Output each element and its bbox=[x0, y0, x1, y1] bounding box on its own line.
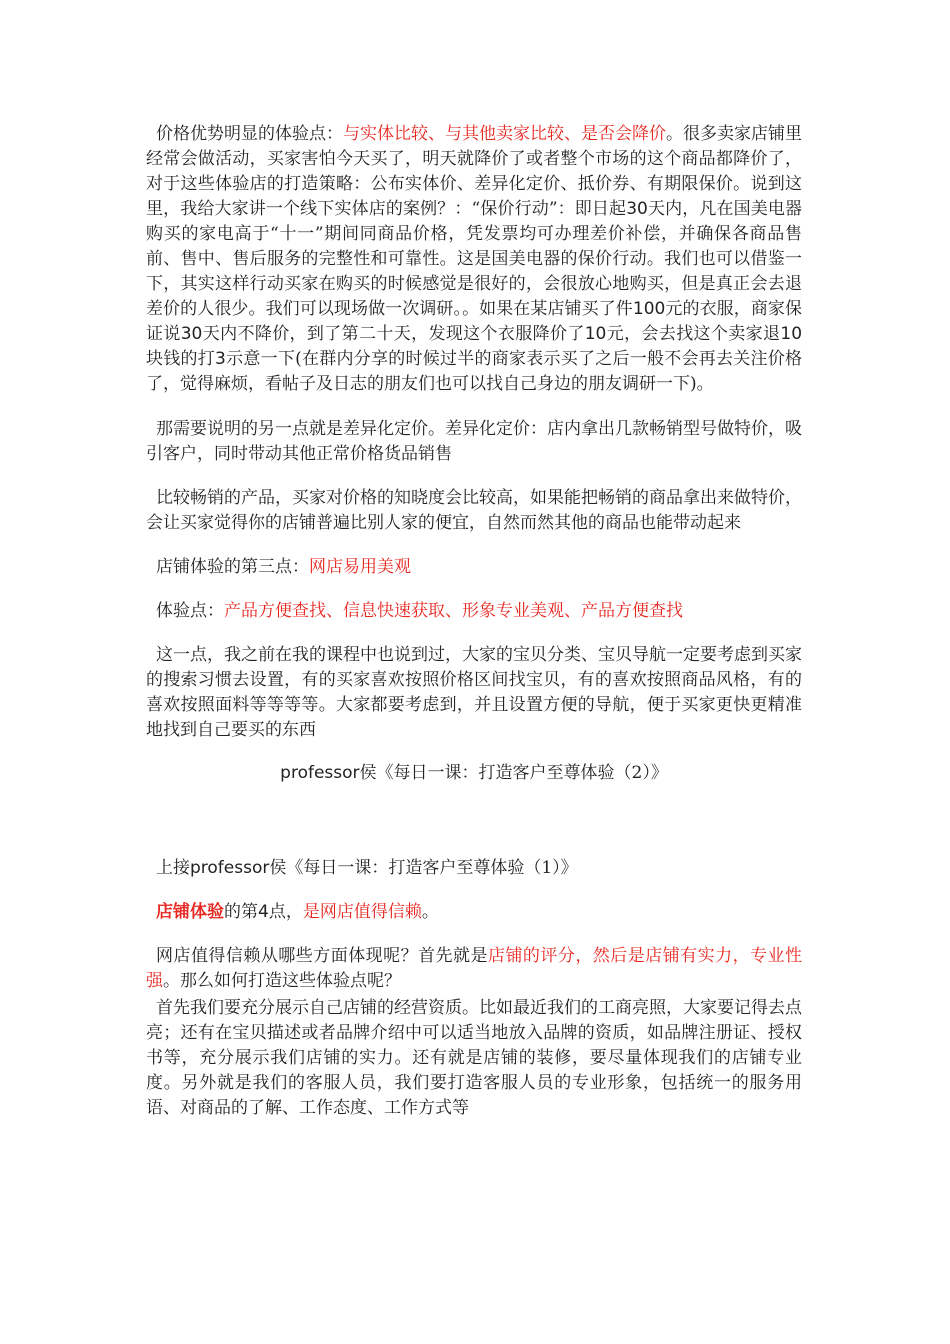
text: 块钱的打 bbox=[146, 349, 216, 369]
text: 侯《每日一课：打造客户至尊体验（1）》 bbox=[269, 858, 578, 878]
latin-text: professor bbox=[190, 858, 270, 878]
section-title bbox=[146, 761, 802, 786]
text: 体验点： bbox=[156, 601, 224, 621]
text: 。很多卖家店铺里经常会做活动，买家害怕今天买了，明天就降价了或者整个市场的这个商品都降价了，对于这些体验店的打造策略：公布实体价、差异化定价、抵价券、有期限保价。说到这里，我给大家讲一个线下实体店的案例？：“保价行动”：即日起 bbox=[146, 124, 802, 219]
paragraph-continued-from bbox=[146, 856, 802, 881]
highlight-text: 产品方便查找、信息快速获取、形象专业美观、产品方便查找 bbox=[224, 601, 683, 621]
text: 店铺体验的第三点： bbox=[156, 557, 309, 577]
paragraph-qualifications: 首先我们要充分展示自己店铺的经营资质。比如最近我们的工商亮照，大家要记得去点亮；还有在宝贝描述或者品牌介绍中可以适当地放入品牌的资质，如品牌注册证、授权书等，充分展示我们店铺的实力。还有就是店铺的装修，要尽量体现我们的店铺专业度。另外就是我们的客服人员，我们要打造客服人员的专业形象，包括统一的服务用语、对商品的了解、工作态度、工作方式等 bbox=[146, 998, 802, 1118]
paragraph-fourth-point bbox=[146, 900, 802, 925]
text: 。 bbox=[421, 902, 439, 922]
text: 示意一下(在群内分享的时候过半的商家表示买了之后一般不会再去关注价格了，觉得麻烦，看帖子及日志的朋友们也可以找自己身边的朋友调研一下)。 bbox=[146, 349, 803, 394]
number: 10 bbox=[584, 324, 607, 344]
text: 上接 bbox=[156, 858, 190, 878]
highlight-text: 店铺的评分，然后是店铺有实力，专业性强 bbox=[146, 946, 803, 991]
paragraph-trustworthy bbox=[146, 944, 802, 994]
text: 。那么如何打造这些体验点呢？ bbox=[163, 971, 401, 991]
text: 网店值得信赖从哪些方面体现呢？首先就是 bbox=[156, 946, 488, 966]
text: 元的衣服，商家保证说 bbox=[146, 299, 803, 344]
bold-highlight-text: 店铺体验 bbox=[156, 902, 224, 922]
highlight-text: 网店易用美观 bbox=[309, 557, 411, 577]
number: 30 bbox=[626, 199, 648, 219]
paragraph-price-advantage bbox=[146, 122, 802, 397]
paragraph-bestseller: 比较畅销的产品，买家对价格的知晓度会比较高，如果能把畅销的商品拿出来做特价，会让买家觉得你的店铺普遍比别人家的便宜，自然而然其他的商品也能带动起来 bbox=[146, 488, 802, 533]
paragraph-experience-points bbox=[146, 599, 802, 624]
paragraph-third-point bbox=[146, 555, 802, 580]
paragraph-navigation: 这一点，我之前在我的课程中也说到过，大家的宝贝分类、宝贝导航一定要考虑到买家的搜索习惯去设置，有的买家喜欢按照价格区间找宝贝，有的喜欢按照商品风格，有的喜欢按照面料等等等等。大家都要考虑到，并且设置方便的导航，便于买家更快更精准地找到自己要买的东西 bbox=[146, 645, 802, 740]
document-page bbox=[146, 122, 802, 1121]
text: 的第 bbox=[224, 902, 258, 922]
highlight-text: 是网店值得信赖 bbox=[302, 902, 422, 922]
title-latin: professor bbox=[280, 763, 360, 783]
text: 天内，凡在国美电器购买的家电高于“十一”期间同商品价格，凭发票均可办理差价补偿，并确保各商品售前、售中、售后服务的完整性和可靠性。这是国美电器的保价行动。我们也可以借鉴一下，其实这样行动买家在购买的时候感觉是很好的，会很放心地购买，但是真正会去退差价的人很少。我们可以现场做一次调研。。如果在某店铺买了件 bbox=[146, 199, 803, 319]
number: 4 bbox=[258, 902, 269, 922]
number: 30 bbox=[180, 324, 203, 344]
text: 天内不降价，到了第二十天，发现这个衣服降价了 bbox=[202, 324, 585, 344]
number: 100 bbox=[632, 299, 666, 319]
text: 点， bbox=[268, 902, 303, 922]
number: 10 bbox=[780, 324, 803, 344]
title-text: 侯《每日一课：打造客户至尊体验（2）》 bbox=[359, 763, 668, 783]
paragraph-differentiated-pricing: 那需要说明的另一点就是差异化定价。差异化定价：店内拿出几款畅销型号做特价，吸引客户，同时带动其他正常价格货品销售 bbox=[146, 419, 802, 464]
text: 元，会去找这个卖家退 bbox=[606, 324, 781, 344]
highlight-text: 与实体比较、与其他卖家比较、是否会降价 bbox=[343, 124, 666, 144]
number: 3 bbox=[215, 349, 226, 369]
text: 价格优势明显的体验点： bbox=[156, 124, 343, 144]
